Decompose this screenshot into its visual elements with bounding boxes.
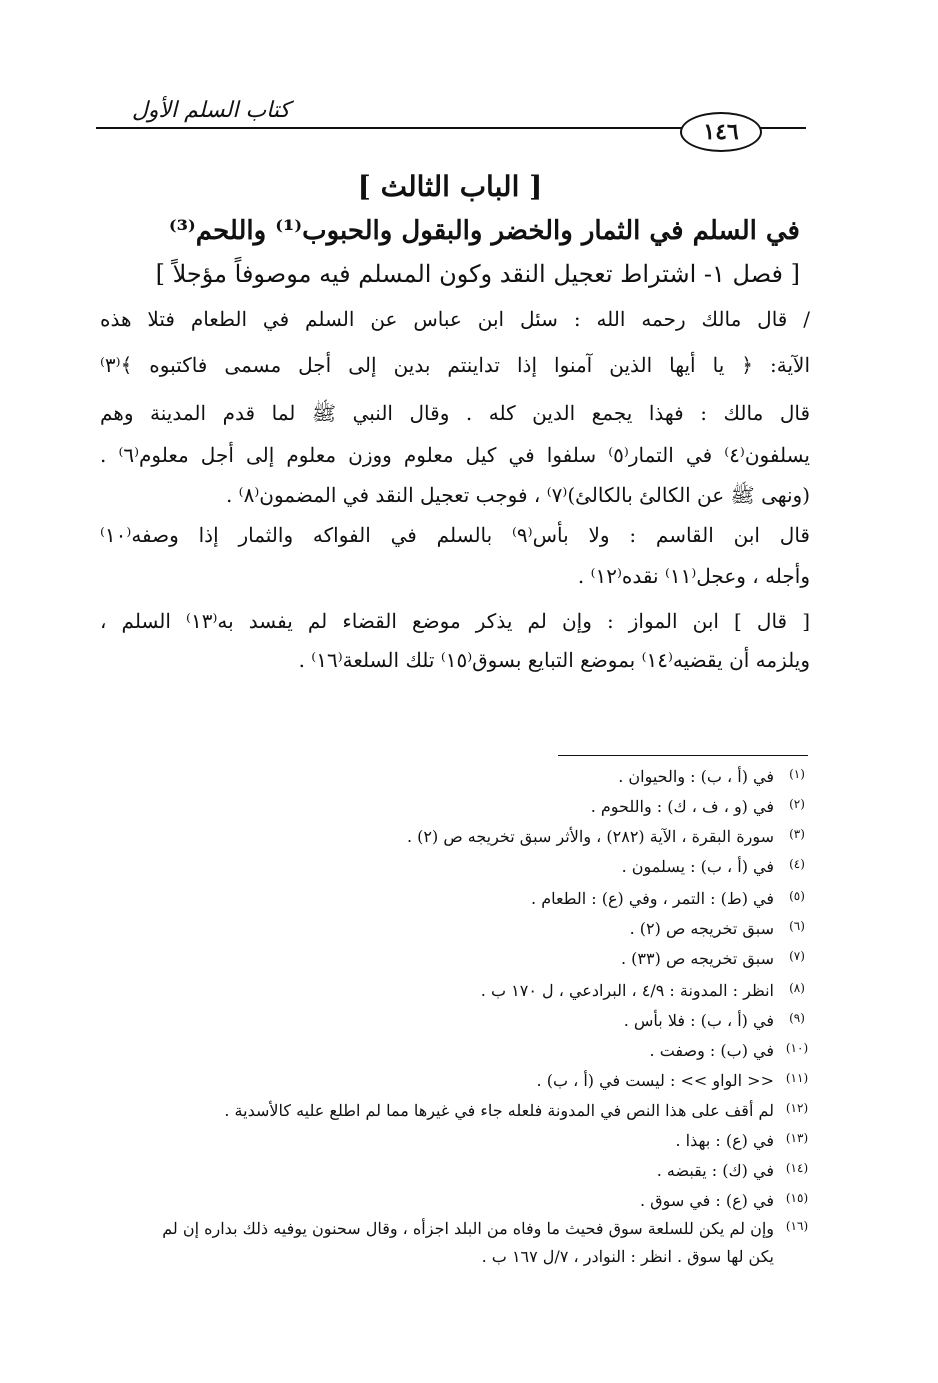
body-line: قال ابن القاسم : ولا بأس⁽٩⁾ بالسلم في الفواكه والثمار إذا وصفه⁽١٠⁾ [100,523,810,547]
footnote-number: (١٤) [785,1161,809,1175]
footnote-text: انظر : المدونة : ٤/٩ ، البرادعي ، ل ١٧٠ ب . [480,981,774,1000]
footnote [100,856,820,878]
body-line: وأجله ، وعجل⁽١١⁾ نقده⁽١٢⁾ . [577,564,810,588]
chapter-subtitle: في السلم في الثمار والخضر والبقول والحبوب⁽¹⁾ واللحم⁽³⁾ [168,216,800,246]
body-line: ويلزمه أن يقضيه⁽١٤⁾ بموضع التبايع بسوق⁽١٥⁾ تلك السلعة⁽١٦⁾ . [298,648,810,672]
footnote [100,980,820,1002]
chapter-heading: [ الباب الثالث ] [357,170,543,203]
section-heading: [ فصل ١- اشتراط تعجيل النقد وكون المسلم فيه موصوفاً مؤجلاً ] [155,260,800,288]
footnote-number: (٧) [789,949,805,963]
footnote [100,1190,820,1212]
footnote-text: وإن لم يكن للسلعة سوق فحيث ما وفاه من البلد اجزأه ، وقال سحنون يوفيه ذلك بداره إن لم [162,1219,774,1238]
body-line: / قال مالك رحمه الله : سئل ابن عباس عن السلم في الطعام فتلا هذه [100,307,810,331]
footnote [100,1100,820,1122]
footnote-text: لم أقف على هذا النص في المدونة فلعله جاء في غيرها مما لم اطلع عليه كالأسدية . [224,1101,774,1120]
body-line: قال مالك : فهذا يجمع الدين كله . وقال النبي ﷺ لما قدم المدينة وهم [100,401,810,425]
footnote [100,766,820,788]
body-line: يسلفون⁽٤⁾ في التمار⁽٥⁾ سلفوا في كيل معلوم ووزن معلوم إلى أجل معلوم⁽٦⁾ . [100,443,810,467]
footnote-number: (٨) [789,981,805,995]
footnote-text: في (ع) : في سوق . [640,1191,774,1210]
footnote-number: (٩) [789,1011,805,1025]
footnote [100,1040,820,1062]
footnote [100,796,820,818]
footnote [100,1070,820,1092]
footnote-text: في (ع) : بهذا . [675,1131,774,1150]
footnote-number: (١) [789,767,805,781]
footnote-text: يكن لها سوق . انظر : النوادر ، ٧/ل ١٦٧ ب . [481,1247,774,1266]
footnote-text: سبق تخريجه ص (٣٣) . [621,949,774,968]
footnote-text: في (أ ، ب) : فلا بأس . [623,1011,774,1030]
footnote-text: سورة البقرة ، الآية (٢٨٢) ، والأثر سبق تخريجه ص (٢) . [406,827,774,846]
footnote [100,1010,820,1032]
footnote [100,1130,820,1152]
footnote [100,948,820,970]
footnote-text: في (و ، ف ، ك) : واللحوم . [590,797,774,816]
footnote-text: في (ب) : وصفت . [649,1041,774,1060]
footnote-text: في (ط) : التمر ، وفي (ع) : الطعام . [531,889,774,908]
footnote [100,1160,820,1182]
body-line: (ونهى ﷺ عن الكالئ بالكالئ)⁽٧⁾ ، فوجب تعجيل النقد في المضمون⁽٨⁾ . [225,483,810,507]
footnote-text: سبق تخريجه ص (٢) . [629,919,774,938]
footnote-number: (١٠) [785,1041,809,1055]
footnote-number: (١٦) [785,1219,809,1233]
footnote-number: (٣) [789,827,805,841]
footnote-text: في (ك) : يقبضه . [656,1161,774,1180]
footnote [100,826,820,848]
footnote-text: في (أ ، ب) : والحيوان . [618,767,774,786]
footnote [100,1218,820,1240]
footnote-number: (٤) [789,857,805,871]
footnote-number: (١٥) [785,1191,809,1205]
footnote-separator [558,755,808,756]
footnote-number: (٦) [789,919,805,933]
footnote-continuation [100,1246,820,1268]
footnote-number: (١١) [785,1071,809,1085]
footnote-text: في (أ ، ب) : يسلمون . [621,857,774,876]
body-line: [ قال ] ابن المواز : وإن لم يذكر موضع القضاء لم يفسد به⁽١٣⁾ السلم ، [100,609,810,633]
footnote-number: (١٢) [785,1101,809,1115]
footnote-number: (١٣) [785,1131,809,1145]
page-number: ١٤٦ [680,112,762,152]
running-title: كتاب السلم الأول [131,98,290,123]
footnote [100,888,820,910]
footnote-text: << الواو >> : ليست في (أ ، ب) . [536,1071,774,1090]
body-line: الآية: ﴿ يا أيها الذين آمنوا إذا تداينتم بدين إلى أجل مسمى فاكتبوه ﴾⁽٣⁾ [100,353,810,377]
footnote-number: (٥) [789,889,805,903]
footnote-number: (٢) [789,797,805,811]
footnote [100,918,820,940]
